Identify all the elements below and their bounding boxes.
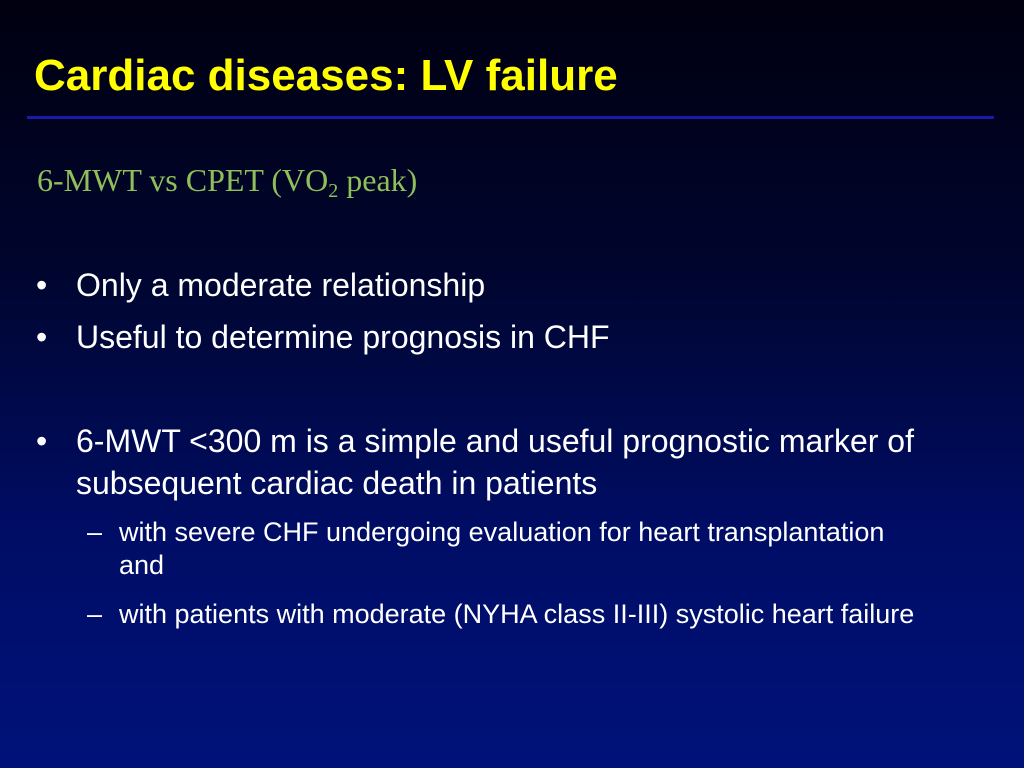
bullet-text: Useful to determine prognosis in CHF (76, 319, 610, 355)
subtitle-subscript: 2 (328, 180, 339, 202)
sub-bullet-text: with severe CHF undergoing evaluation for heart transplantation and (119, 517, 885, 580)
title-divider (27, 116, 994, 119)
sub-bullet-item (87, 516, 887, 582)
sub-bullet-text: with patients with moderate (NYHA class II-III) systolic heart failure (119, 599, 915, 629)
bullet-item (36, 316, 956, 358)
slide-subtitle (37, 160, 417, 200)
bullet-item (36, 264, 956, 306)
bullet-marker: • (36, 423, 48, 459)
bullet-text: Only a moderate relationship (76, 267, 486, 303)
bullet-marker: • (36, 267, 48, 303)
sub-bullet-item (87, 598, 967, 631)
sub-bullet-marker: – (87, 599, 103, 629)
subtitle-main: 6-MWT vs CPET (VO (37, 162, 329, 198)
bullet-marker: • (36, 319, 48, 355)
bullet-text: 6-MWT <300 m is a simple and useful prognostic marker of subsequent cardiac death in patients (76, 423, 914, 501)
sub-bullet-marker: – (87, 517, 103, 547)
bullet-item (36, 420, 956, 504)
subtitle-tail: peak) (338, 162, 418, 198)
slide-title: Cardiac diseases: LV failure (34, 51, 618, 100)
